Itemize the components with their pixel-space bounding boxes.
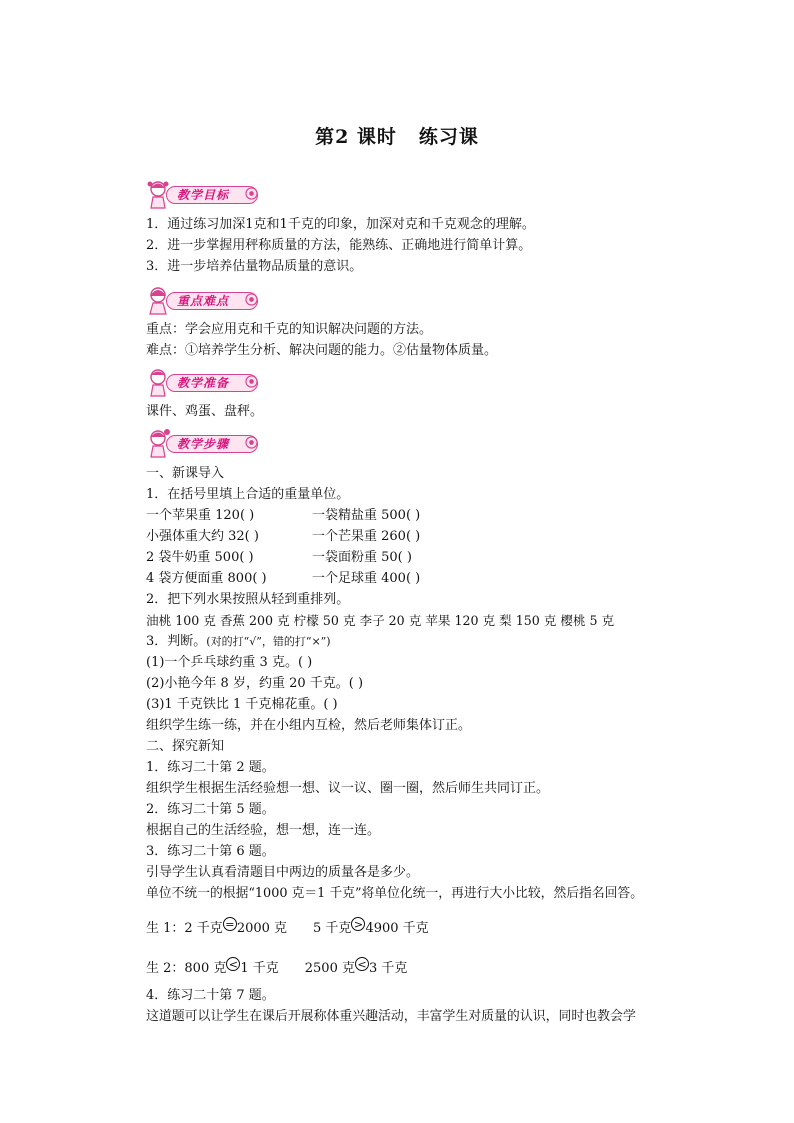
answer-value: 5 千克 xyxy=(313,921,352,936)
judge-1: (1)一个乒乓球约重 3 克。( ) xyxy=(146,655,313,670)
fill-item: 一个足球重 400( ) xyxy=(312,571,421,586)
answer-label: 生 2：800 克 xyxy=(146,961,227,976)
student-answer-1 xyxy=(146,917,429,938)
section-banner-goals xyxy=(146,182,260,208)
question-3 xyxy=(146,633,331,651)
fill-row xyxy=(146,507,254,525)
fill-item: 一个苹果重 120( ) xyxy=(146,508,255,523)
exercise-1: 1．练习二十第 2 题。 xyxy=(146,760,275,775)
exercise-2: 2．练习二十第 5 题。 xyxy=(146,802,275,817)
exercise-3: 3．练习二十第 6 题。 xyxy=(146,844,275,859)
fill-item: 一个芒果重 260( ) xyxy=(312,529,421,544)
comparison-symbol: < xyxy=(226,957,240,971)
answer-value: 4900 千克 xyxy=(365,921,429,936)
target-icon xyxy=(245,375,258,388)
judge-3: (3)1 千克铁比 1 千克棉花重。( ) xyxy=(146,697,338,712)
banner-label: 重点难点 xyxy=(177,294,230,308)
keypoint-focus: 重点：学会应用克和千克的知识解决问题的方法。 xyxy=(146,322,433,337)
heading-intro: 一、新课导入 xyxy=(146,466,225,481)
exercise-4: 4．练习二十第 7 题。 xyxy=(146,988,275,1003)
answer-value: 2000 克 xyxy=(236,921,288,936)
judge-2: (2)小艳今年 8 岁，约重 20 千克。( ) xyxy=(146,676,364,691)
comparison-symbol: = xyxy=(223,917,237,931)
exercise-2-desc: 根据自己的生活经验，想一想，连一连。 xyxy=(146,823,381,838)
answer-value: 3 千克 xyxy=(368,961,408,976)
fill-item: 2 袋牛奶重 500( ) xyxy=(146,550,254,565)
answer-value: 1 千克 xyxy=(240,961,279,976)
fill-item: 一袋精盐重 500( ) xyxy=(312,508,421,523)
answer-label: 生 1：2 千克 xyxy=(146,921,223,936)
banner-label: 教学步骤 xyxy=(177,437,230,451)
banner-label: 教学目标 xyxy=(177,188,230,202)
fill-item: 4 袋方便面重 800( ) xyxy=(146,571,267,586)
exercise-4-desc: 这道题可以让学生在课后开展称体重兴趣活动，丰富学生对质量的认识，同时也教会学 xyxy=(146,1009,636,1024)
target-icon xyxy=(245,293,258,306)
section-banner-keypoints xyxy=(146,288,260,314)
title-lesson: 第2 课时 xyxy=(315,126,397,148)
comparison-symbol: < xyxy=(355,957,369,971)
target-icon xyxy=(245,436,258,449)
goal-1: 1．通过练习加深1克和1千克的印象，加深对克和千克观念的理解。 xyxy=(146,217,535,232)
exercise-1-desc: 组织学生根据生活经验想一想、议一议、圈一圈，然后师生共同订正。 xyxy=(146,781,550,796)
question-1: 1．在括号里填上合适的重量单位。 xyxy=(146,487,350,502)
title-topic: 练习课 xyxy=(418,126,479,148)
prep-materials: 课件、鸡蛋、盘秤。 xyxy=(146,404,264,419)
exercise-3-desc-1: 引导学生认真看清题目中两边的质量各是多少。 xyxy=(146,865,420,880)
question-2: 2．把下列水果按照从轻到重排列。 xyxy=(146,592,350,607)
question-3-label: 3．判断。 xyxy=(146,634,207,649)
fill-item: 小强体重大约 32( ) xyxy=(146,529,259,544)
heading-explore: 二、探究新知 xyxy=(146,739,225,754)
goal-2: 2．进一步掌握用秤称质量的方法，能熟练、正确地进行简单计算。 xyxy=(146,238,532,253)
fruit-list: 油桃 100 克 香蕉 200 克 柠檬 50 克 李子 20 克 苹果 120 克 梨 150 克 樱桃 5 克 xyxy=(146,613,615,628)
target-icon xyxy=(245,187,258,200)
question-3-note: (对的打“√”，错的打“×”) xyxy=(206,635,331,648)
banner-label: 教学准备 xyxy=(177,376,230,390)
section-banner-prep xyxy=(146,370,260,396)
goal-3: 3．进一步培养估量物品质量的意识。 xyxy=(146,259,363,274)
answer-value: 2500 克 xyxy=(304,961,355,976)
student-answer-2 xyxy=(146,957,407,978)
keypoint-difficulty: 难点：①培养学生分析、解决问题的能力。②估量物体质量。 xyxy=(146,343,498,358)
fill-item: 一袋面粉重 50( ) xyxy=(312,550,412,565)
organize-note: 组织学生练一练，并在小组内互检，然后老师集体订正。 xyxy=(146,718,472,733)
page-title xyxy=(0,122,794,149)
section-banner-steps xyxy=(146,431,260,457)
comparison-symbol: > xyxy=(351,917,365,931)
exercise-3-desc-2: 单位不统一的根据“1000 克＝1 千克”将单位化统一，再进行大小比较，然后指名回答。 xyxy=(146,886,644,901)
